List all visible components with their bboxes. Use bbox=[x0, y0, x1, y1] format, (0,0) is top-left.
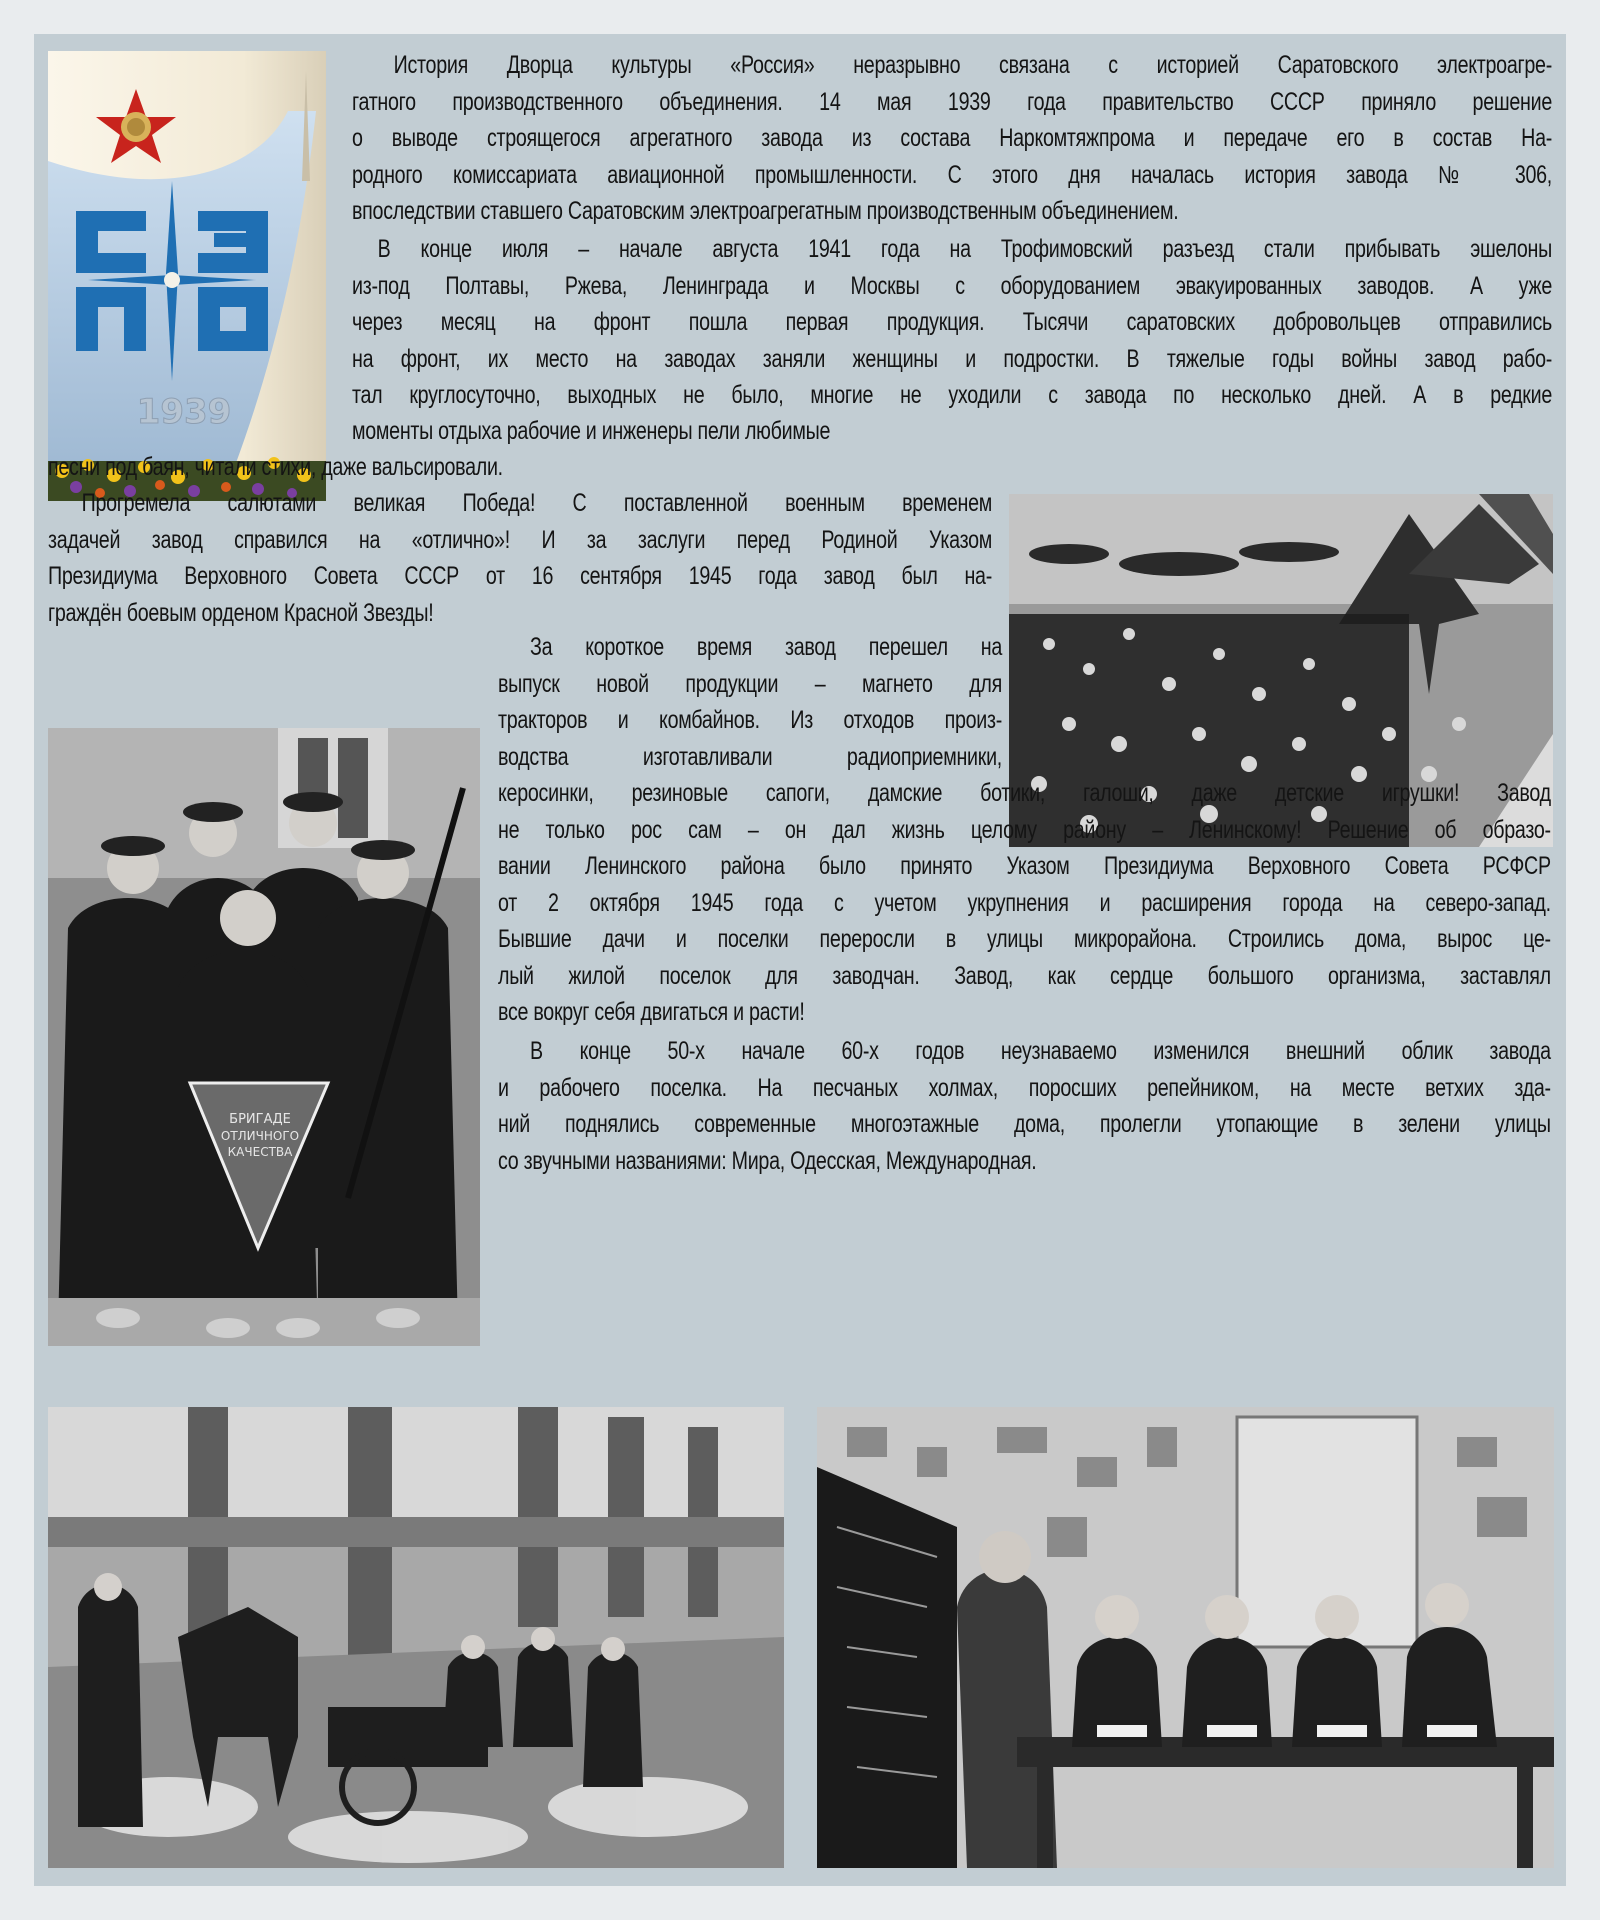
paragraph-2-tail bbox=[48, 450, 992, 487]
classroom-image bbox=[817, 1407, 1554, 1868]
paragraph-2-end bbox=[352, 414, 992, 451]
construction-image bbox=[48, 1407, 784, 1868]
paragraph-5 bbox=[498, 1034, 1551, 1180]
text-line: и рабочего поселка. На песчаных холмах, поросших репейником, на месте ветхих зда- bbox=[498, 1074, 1551, 1102]
text-line: лый жилой поселок для заводчан. Завод, как сердце большого организма, заставлял bbox=[498, 962, 1551, 990]
text-line: За короткое время завод перешел на bbox=[530, 634, 1002, 661]
text-line: тракторов и комбайнов. Из отходов произ- bbox=[498, 707, 1002, 734]
text-line: Президиума Верховного Совета СССР от 16 сентября 1945 года завод был на- bbox=[48, 563, 992, 590]
text-line: моменты отдыха рабочие и инженеры пели любимые bbox=[352, 418, 831, 445]
text-line: из-под Полтавы, Ржева, Ленинграда и Москвы с оборудованием эвакуированных заводов. А уже bbox=[352, 272, 1552, 300]
text-line: керосинки, резиновые сапоги, дамские ботики, галоши, даже детские игрушки! Завод bbox=[498, 780, 1551, 807]
pennant-line-2: ОТЛИЧНОГО bbox=[220, 1129, 300, 1143]
text-line: все вокруг себя двигаться и расти! bbox=[498, 999, 805, 1026]
paragraph-3 bbox=[48, 486, 992, 632]
text-line: задачей завод справился на «отлично»! И за заслуги перед Родиной Указом bbox=[48, 526, 992, 554]
poster-board bbox=[34, 34, 1566, 1886]
text-line: от 2 октября 1945 года с учетом укрупнения и расширения города на северо-запад. bbox=[498, 889, 1551, 917]
text-line: История Дворца культуры «Россия» неразрывно связана с историей Саратовского электроагре- bbox=[393, 52, 1553, 79]
text-line: граждён боевым орденом Красной Звезды! bbox=[48, 599, 434, 627]
text-line: гатного производственного объединения. 14 мая 1939 года правительство СССР приняло решение bbox=[352, 88, 1552, 116]
text-line: на фронт, их место на заводах заняли женщины и подростки. В тяжелые годы войны завод рабо- bbox=[352, 345, 1552, 373]
classroom-photo bbox=[817, 1407, 1554, 1868]
logo-photo bbox=[48, 51, 326, 501]
text-line: впоследствии ставшего Саратовским электроагрегатным производственным объединением. bbox=[352, 198, 1179, 225]
text-line: со звучными названиями: Мира, Одесская, Международная. bbox=[498, 1147, 1037, 1175]
paragraph-1 bbox=[352, 48, 1552, 231]
paragraph-2 bbox=[352, 232, 1552, 415]
text-line: Прогремела салютами великая Победа! С поставленной военным временем bbox=[81, 490, 993, 517]
group-pennant-photo bbox=[48, 728, 480, 1346]
text-line: вании Ленинского района было принято Указом Президиума Верховного Совета РСФСР bbox=[498, 853, 1551, 880]
text-line: выпуск новой продукции – магнето для bbox=[498, 670, 1002, 698]
text-line: через месяц на фронт пошла первая продукция. Тысячи саратовских добровольцев отправились bbox=[352, 309, 1552, 336]
text-line: песни под баян, читали стихи, даже вальсировали. bbox=[48, 454, 503, 481]
logo-year: 1939 bbox=[136, 392, 232, 432]
text-line: В конце июля – начале августа 1941 года на Трофимовский разъезд стали прибывать эшелоны bbox=[377, 236, 1553, 263]
text-line: не только рос сам – он дал жизнь целому району – Ленинскому! Решение об образо- bbox=[498, 816, 1551, 844]
group-image bbox=[48, 728, 480, 1346]
text-line: В конце 50-х начале 60-х годов неузнаваемо изменился внешний облик завода bbox=[530, 1038, 1551, 1065]
paragraph-4-narrow bbox=[498, 630, 1002, 776]
text-line: тал круглосуточно, выходных не было, многие не уходили с завода по несколько дней. А в редкие bbox=[352, 382, 1552, 409]
paragraph-4-wide bbox=[498, 776, 1551, 1032]
pennant-line-1: БРИГАДЕ bbox=[229, 1112, 291, 1127]
pennant-line-3: КАЧЕСТВА bbox=[227, 1145, 293, 1159]
text-line: водства изготавливали радиоприемники, bbox=[498, 743, 1002, 771]
text-line: о выводе строящегося агрегатного завода из состава Наркомтяжпрома и передаче его в состав На- bbox=[352, 125, 1552, 152]
text-line: ний поднялись современные многоэтажные дома, пролегли утопающие в зелени улицы bbox=[498, 1111, 1551, 1138]
construction-photo bbox=[48, 1407, 784, 1868]
sepo-emblem-icon bbox=[48, 51, 326, 501]
text-line: родного комиссариата авиационной промышленности. С этого дня началась история завода № 306, bbox=[352, 161, 1552, 189]
text-line: Бывшие дачи и поселки переросли в улицы микрорайона. Строились дома, вырос це- bbox=[498, 926, 1551, 953]
